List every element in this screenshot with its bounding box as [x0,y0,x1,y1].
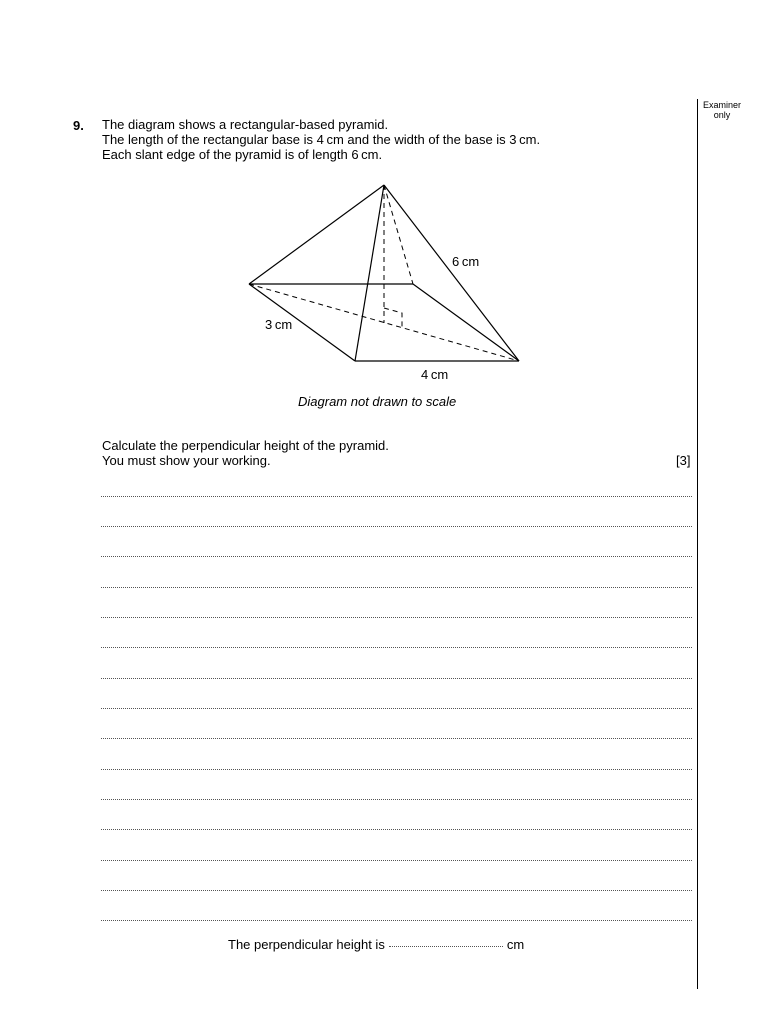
pyramid-diagram [0,0,768,420]
diagram-caption: Diagram not drawn to scale [298,394,457,409]
working-line[interactable] [101,860,692,861]
working-line[interactable] [101,829,692,830]
marks-label: [3] [676,453,691,468]
slant-edge-back-left [249,185,384,284]
working-line[interactable] [101,496,692,497]
slant-edge-front-left [355,185,384,361]
examiner-label-line-2: only [713,110,731,120]
final-answer-prefix: The perpendicular height is [228,937,385,952]
slant-edge-front-right [384,185,519,361]
working-line[interactable] [101,617,692,618]
final-answer-row [228,937,524,952]
question-line-3: Each slant edge of the pyramid is of length 6 cm. [102,147,383,162]
working-line[interactable] [101,769,692,770]
examiner-label-line-1: Examiner [702,100,741,110]
final-answer-unit: cm [506,937,525,952]
question-line-1: The diagram shows a rectangular-based pyramid. [102,117,389,132]
question-number: 9. [73,118,84,133]
label-slant-edge: 6 cm [452,254,480,269]
question-line-2: The length of the rectangular base is 4 cm and the width of the base is 3 cm. [102,132,541,147]
task-line-2: You must show your working. [102,453,271,468]
working-line[interactable] [101,708,692,709]
working-line[interactable] [101,526,692,527]
working-line[interactable] [101,799,692,800]
label-base-length: 4 cm [421,367,449,382]
working-line[interactable] [101,738,692,739]
working-line[interactable] [101,647,692,648]
hidden-slant-edge-back-right [384,185,413,284]
working-line[interactable] [101,556,692,557]
task-line-1: Calculate the perpendicular height of the pyramid. [102,438,389,453]
right-angle-marker [384,308,402,328]
working-line[interactable] [101,678,692,679]
working-line[interactable] [101,920,692,921]
working-line[interactable] [101,890,692,891]
label-base-width: 3 cm [265,317,293,332]
base-edge-right [413,284,519,361]
working-line[interactable] [101,587,692,588]
final-answer-blank[interactable] [389,946,503,947]
